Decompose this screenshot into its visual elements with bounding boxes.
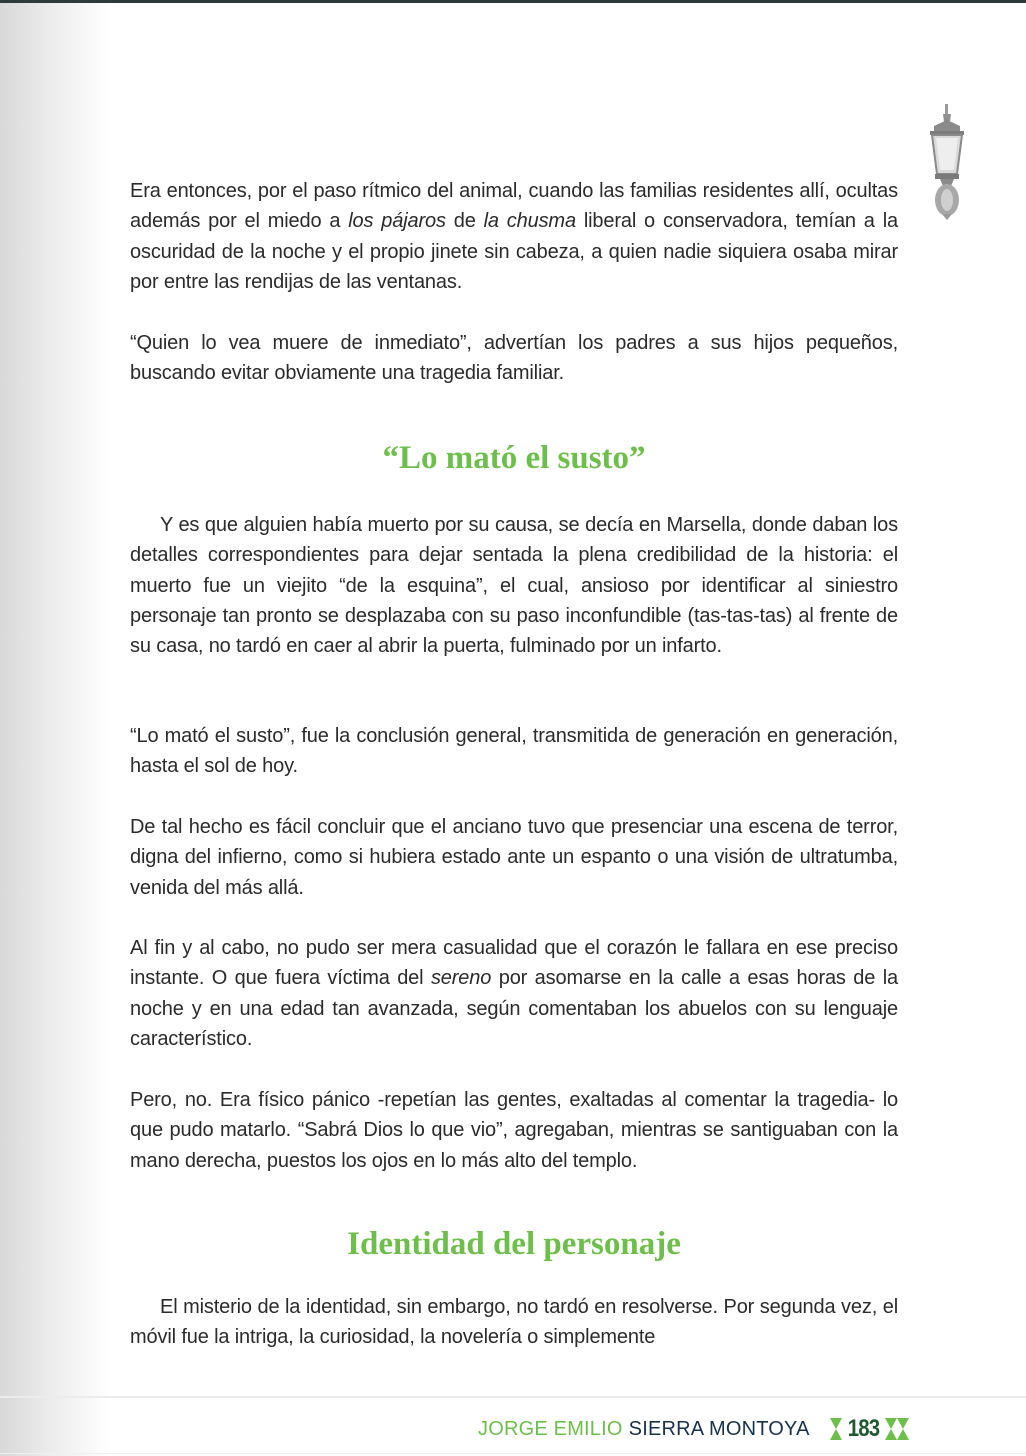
author-last-name: SIERRA MONTOYA <box>628 1417 810 1440</box>
paragraph: Al fin y al cabo, no pudo ser mera casualidad que el corazón le fallara en ese preciso instante. O que fuera víctima del sereno por asomarse en la calle a esas horas de la noche y en una edad tan avanzada, según comentaban los abuelos con su lenguaje característico. <box>130 937 898 1050</box>
footer-divider <box>0 1396 1026 1398</box>
paragraph: El misterio de la identidad, sin embargo, no tardó en resolverse. Por segunda vez, el móvil fue la intriga, la curiosidad, la novelería o simplemente <box>130 1296 898 1349</box>
page-gutter-shadow <box>0 3 110 1456</box>
section-heading: “Lo mató el susto” <box>382 440 646 476</box>
page-number-box <box>830 1415 909 1443</box>
paragraph: “Lo mató el susto”, fue la conclusión general, transmitida de generación en generación, hasta el sol de hoy. <box>130 725 898 778</box>
hourglass-icon <box>897 1418 909 1440</box>
hourglass-icon <box>830 1418 842 1440</box>
paragraph: Y es que alguien había muerto por su causa, se decía en Marsella, donde daban los detalles correspondientes para dejar sentada la plena credibilidad de la historia: el muerto fue un viejito “de la esquina”, el cual, ansioso por identificar al siniestro personaje tan pronto se desplazaba con su paso inconfundible (tas-tas-tas) al frente de su casa, no tardó en caer al abrir la puerta, fulminado por un infarto. <box>130 514 898 658</box>
paragraph: Pero, no. Era físico pánico -repetían las gentes, exaltadas al comentar la tragedia- lo que pudo matarlo. “Sabrá Dios lo que vio”, agregaban, mientras se santiguaban con la mano derecha, puestos los ojos en lo más alto del templo. <box>130 1089 898 1172</box>
hourglass-icon <box>885 1418 897 1440</box>
footer-bottom-divider <box>0 1453 1026 1454</box>
author-first-name: JORGE EMILIO <box>478 1417 623 1440</box>
section-heading: Identidad del personaje <box>347 1226 681 1262</box>
page-footer <box>478 1414 909 1444</box>
paragraph: Era entonces, por el paso rítmico del animal, cuando las familias residentes allí, ocultas además por el miedo a los pájaros de la chusma liberal o conservadora, temían a la oscuridad de la noche y el propio jinete sin cabeza, a quien nadie siquiera osaba mirar por entre las rendijas de las ventanas. <box>130 180 898 293</box>
page-number: 183 <box>847 1415 879 1442</box>
paragraph: De tal hecho es fácil concluir que el anciano tuvo que presenciar una escena de terror, digna del infierno, como si hubiera estado ante un espanto o una visión de ultratumba, venida del más allá. <box>130 816 898 899</box>
paragraph: “Quien lo vea muere de inmediato”, advertían los padres a sus hijos pequeños, buscando evitar obviamente una tragedia familiar. <box>130 332 898 385</box>
street-lamp-icon <box>922 104 972 220</box>
top-border <box>0 0 1026 3</box>
